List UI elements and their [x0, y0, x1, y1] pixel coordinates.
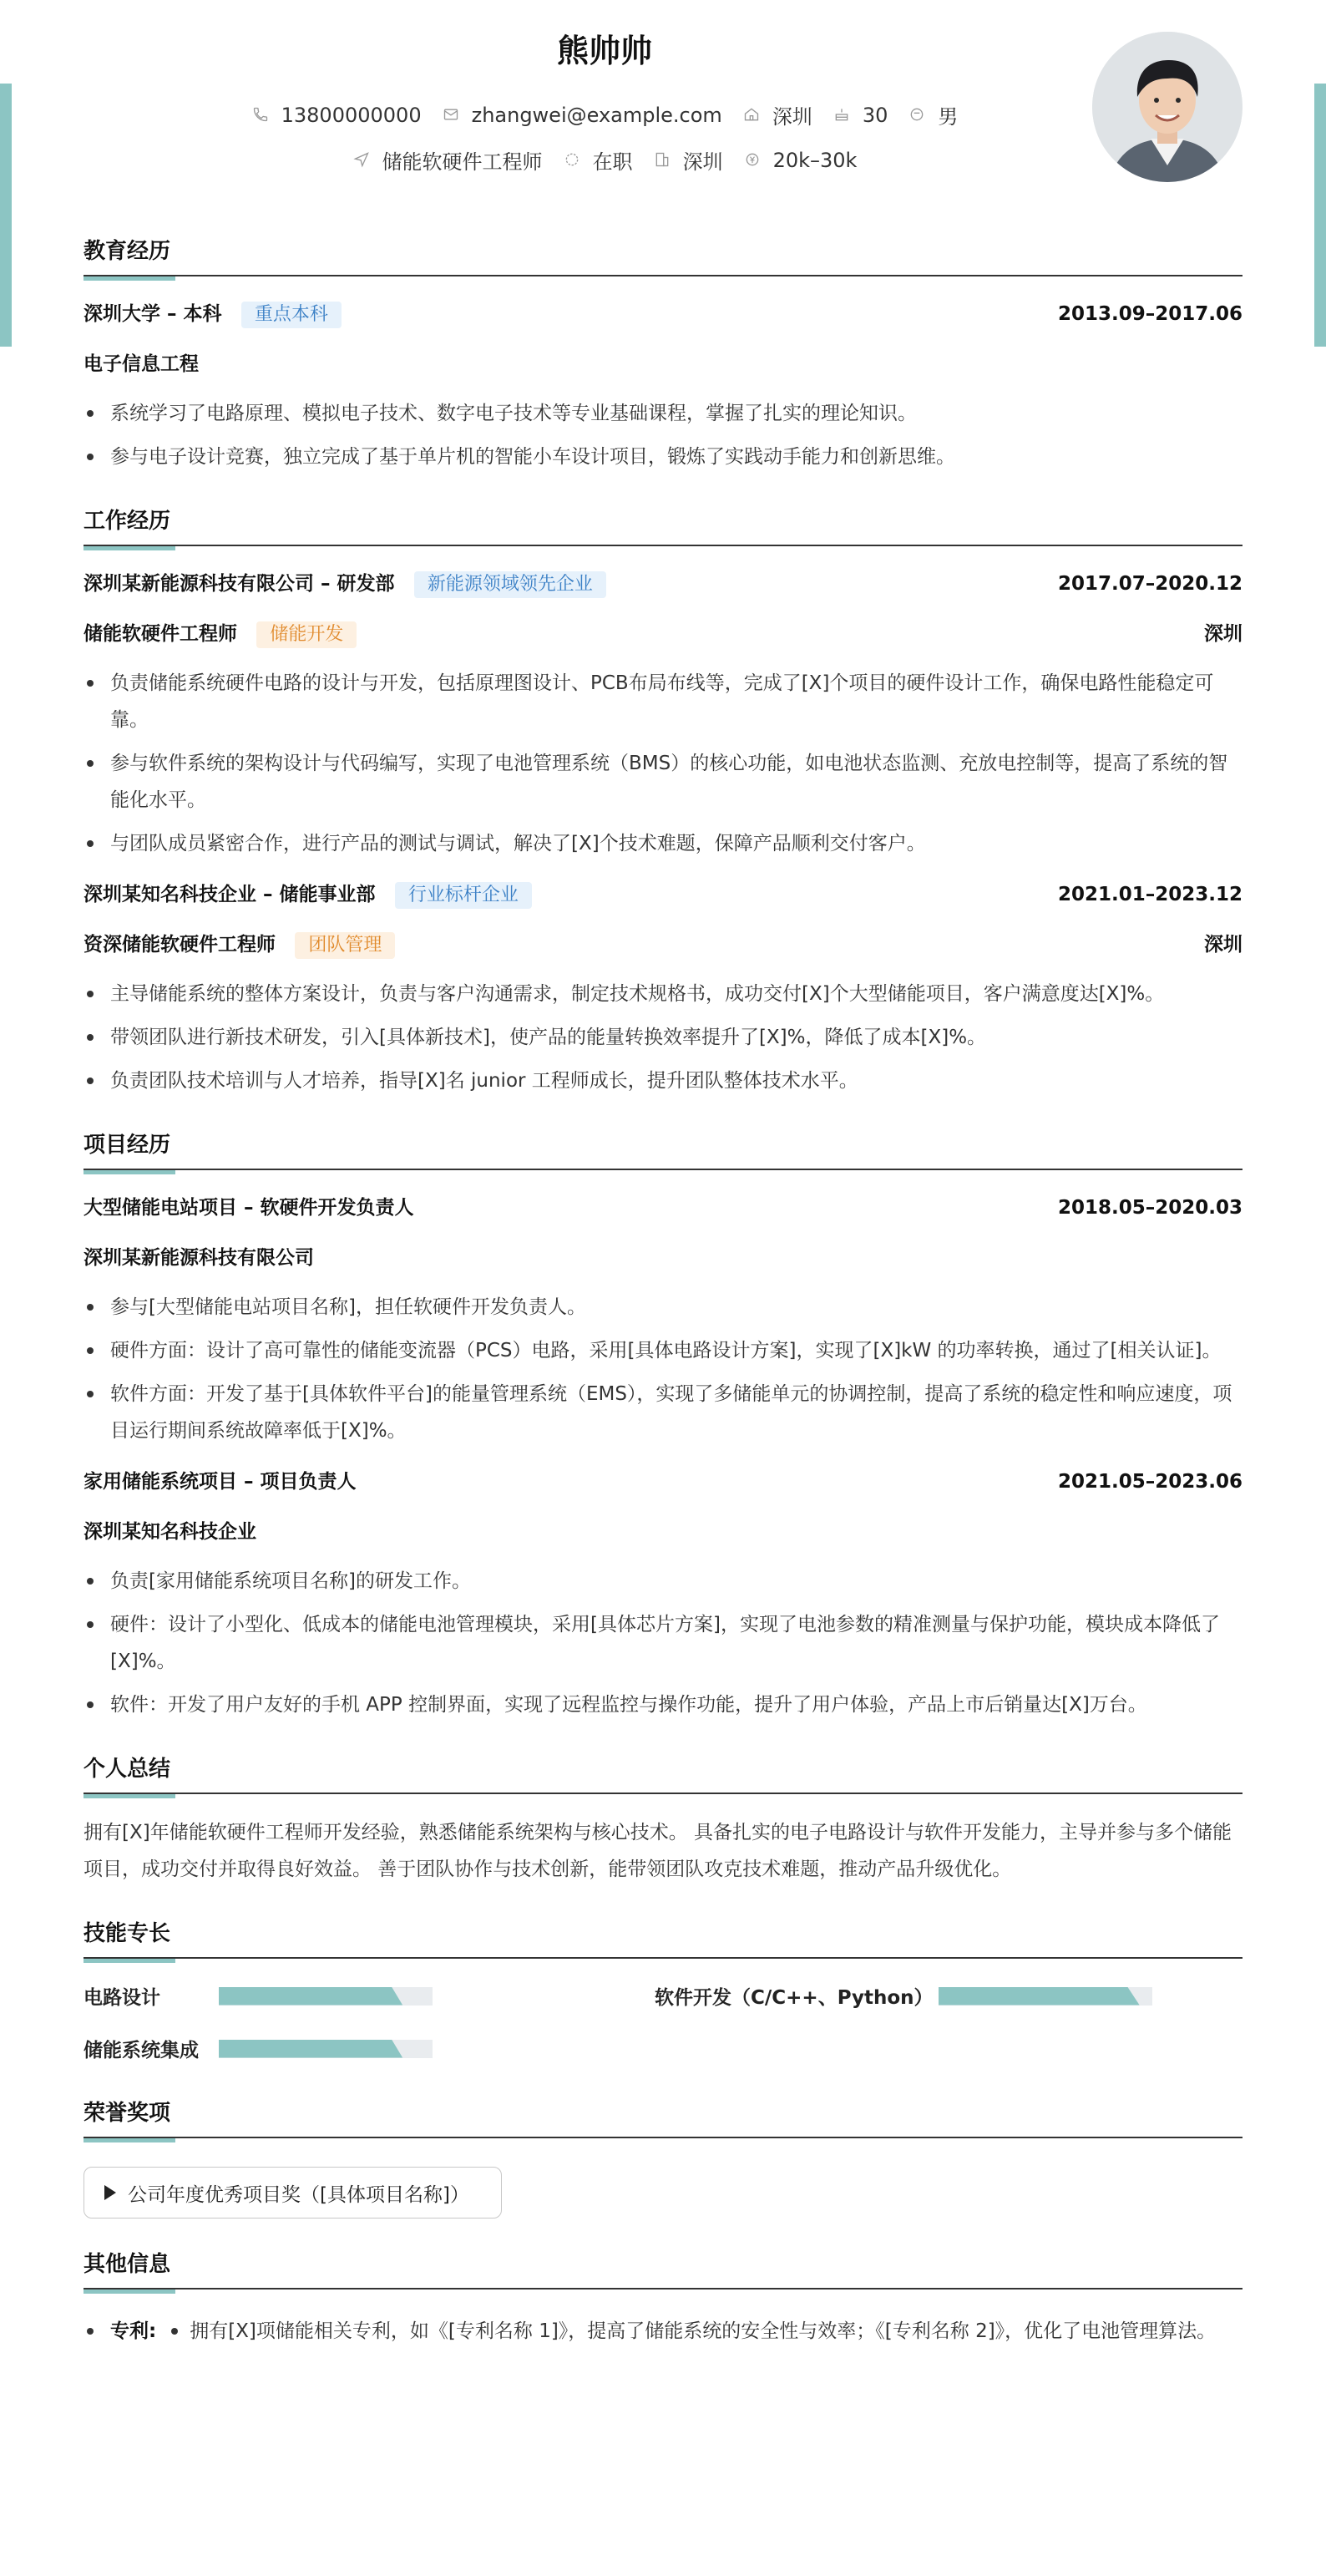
- skill-name: 软件开发（C/C++、Python）: [655, 1987, 934, 2009]
- salary-item: [743, 149, 858, 172]
- project-name: 大型储能电站项目 – 软硬件开发负责人: [84, 1197, 414, 1219]
- project-entry: [84, 1194, 1242, 1449]
- education-header-row: [84, 300, 1242, 328]
- status-text: 在职: [592, 150, 633, 174]
- status-item: [563, 145, 633, 175]
- skill-bar: [219, 1987, 433, 2006]
- role-tag: 团队管理: [295, 932, 395, 959]
- other-list: [84, 2313, 1242, 2350]
- skill-item: [84, 2035, 663, 2062]
- list-item: [84, 2313, 1242, 2350]
- list-item: 带领团队进行新技术研发，引入[具体新技术]，使产品的能量转换效率提升了[X]%，降低了成本[X]%。: [84, 1019, 1242, 1056]
- skill-bar-fill: [219, 2040, 402, 2058]
- education-entry: [84, 300, 1242, 475]
- role-name: 储能软硬件工程师: [84, 623, 237, 645]
- city-item: [742, 100, 812, 129]
- age-item: [833, 104, 888, 127]
- gender-icon: [908, 106, 926, 124]
- salary-icon: [743, 151, 762, 170]
- skill-item: [655, 1982, 1242, 2010]
- patent-label: 专利:: [110, 2320, 157, 2342]
- work-section: [84, 504, 1242, 1099]
- person-name: 熊帅帅: [556, 33, 652, 69]
- project-org: 深圳某新能源科技有限公司: [84, 1247, 314, 1269]
- list-item: 硬件：设计了小型化、低成本的储能电池管理模块，采用[具体芯片方案]，实现了电池参数的精准测量与保护功能，模块成本降低了[X]%。: [84, 1606, 1242, 1680]
- other-title: 其他信息: [84, 2247, 1242, 2289]
- phone-text: 13800000000: [281, 103, 422, 127]
- other-section: [84, 2247, 1242, 2350]
- patent-text: 拥有[X]项储能相关专利，如《[专利名称 1]》，提高了储能系统的安全性与效率；《[专利名称 2]》，优化了电池管理算法。: [171, 2313, 1216, 2350]
- projects-section: [84, 1128, 1242, 1723]
- list-item: 软件方面：开发了基于[具体软件平台]的能量管理系统（EMS），实现了多储能单元的协调控制，提高了系统的稳定性和响应速度，项目运行期间系统故障率低于[X]%。: [84, 1376, 1242, 1449]
- expand-triangle-icon: [104, 2185, 116, 2200]
- city-text: 深圳: [772, 105, 812, 129]
- age-text: 30: [862, 103, 888, 127]
- project-name: 家用储能系统项目 – 项目负责人: [84, 1471, 357, 1493]
- company-name: 深圳某新能源科技有限公司 – 研发部: [84, 573, 395, 595]
- role-row: [84, 931, 1242, 959]
- job-intent-row: [84, 145, 1242, 175]
- skill-bar: [219, 2040, 433, 2058]
- list-item: 参与[大型储能电站项目名称]，担任软硬件开发负责人。: [84, 1289, 1242, 1326]
- education-bullets: [84, 395, 1242, 475]
- project-bullets: [84, 1289, 1242, 1449]
- project-org-row: [84, 1244, 1242, 1272]
- skill-bar-fill: [939, 1987, 1140, 2006]
- list-item: 与团队成员紧密合作，进行产品的测试与调试，解决了[X]个技术难题，保障产品顺利交付客户。: [84, 825, 1242, 862]
- work-bullets: [84, 665, 1242, 862]
- resume-header: [84, 0, 1242, 209]
- list-item: 软件：开发了用户友好的手机 APP 控制界面，实现了远程监控与操作功能，提升了用户体验，产品上市后销量达[X]万台。: [84, 1686, 1242, 1723]
- work-date: 2017.07–2020.12: [1057, 573, 1242, 595]
- list-item: 主导储能系统的整体方案设计，负责与客户沟通需求，制定技术规格书，成功交付[X]个大型储能项目，客户满意度达[X]%。: [84, 976, 1242, 1012]
- mail-icon: [442, 106, 460, 124]
- education-title: 教育经历: [84, 234, 1242, 276]
- project-date: 2018.05–2020.03: [1057, 1197, 1242, 1219]
- list-item: 负责[家用储能系统项目名称]的研发工作。: [84, 1563, 1242, 1600]
- education-section: [84, 234, 1242, 475]
- project-org-row: [84, 1518, 1242, 1546]
- list-item: 系统学习了电路原理、模拟电子技术、数字电子技术等专业基础课程，掌握了扎实的理论知识。: [84, 395, 1242, 432]
- skills-section: [84, 1916, 1242, 2062]
- work-date: 2021.01–2023.12: [1057, 884, 1242, 905]
- skills-title: 技能专长: [84, 1916, 1242, 1959]
- skill-bar-fill: [219, 1987, 402, 2006]
- summary-title: 个人总结: [84, 1752, 1242, 1794]
- skill-bar: [939, 1987, 1152, 2006]
- gender-item: [908, 100, 958, 129]
- projects-title: 项目经历: [84, 1128, 1242, 1170]
- project-bullets: [84, 1563, 1242, 1723]
- building-icon: [653, 151, 671, 170]
- honors-section: [84, 2096, 1242, 2219]
- summary-section: [84, 1752, 1242, 1888]
- send-icon: [352, 151, 371, 170]
- major-row: [84, 350, 1242, 378]
- role-row: [84, 620, 1242, 648]
- avatar: [1092, 32, 1242, 182]
- position-item: [352, 145, 543, 175]
- home-icon: [742, 106, 761, 124]
- phone-item: [251, 104, 422, 127]
- work-city: 深圳: [1204, 623, 1242, 645]
- work-bullets: [84, 976, 1242, 1099]
- honors-title: 荣誉奖项: [84, 2096, 1242, 2138]
- award-text: 公司年度优秀项目奖（[具体项目名称]）: [128, 2183, 469, 2206]
- company-row: [84, 570, 1242, 598]
- list-item: 硬件方面：设计了高可靠性的储能变流器（PCS）电路，采用[具体电路设计方案]，实现了[X]kW 的功率转换，通过了[相关认证]。: [84, 1332, 1242, 1369]
- list-item: 参与软件系统的架构设计与代码编写，实现了电池管理系统（BMS）的核心功能，如电池状态监测、充放电控制等，提高了系统的智能化水平。: [84, 745, 1242, 819]
- project-header-row: [84, 1468, 1242, 1496]
- work-city: 深圳: [1204, 934, 1242, 956]
- position-text: 储能软硬件工程师: [382, 150, 543, 174]
- project-org: 深圳某知名科技企业: [84, 1521, 256, 1543]
- company-tag: 行业标杆企业: [395, 882, 532, 909]
- work-title: 工作经历: [84, 504, 1242, 546]
- work-city-item: [653, 145, 723, 175]
- work-city-text: 深圳: [682, 150, 723, 174]
- company-tag: 新能源领域领先企业: [414, 571, 606, 598]
- skill-name: 电路设计: [84, 1987, 160, 2009]
- skills-grid: [84, 1982, 1242, 2062]
- skill-name: 储能系统集成: [84, 2040, 199, 2061]
- work-entry: [84, 570, 1242, 862]
- phone-icon: [251, 106, 270, 124]
- project-date: 2021.05–2023.06: [1057, 1471, 1242, 1493]
- list-item: 负责储能系统硬件电路的设计与开发，包括原理图设计、PCB布局布线等，完成了[X]个项目的硬件设计工作，确保电路性能稳定可靠。: [84, 665, 1242, 738]
- work-entry: [84, 880, 1242, 1099]
- school-name: 深圳大学 – 本科: [84, 303, 222, 325]
- education-date: 2013.09–2017.06: [1057, 303, 1242, 325]
- company-name: 深圳某知名科技企业 – 储能事业部: [84, 884, 376, 905]
- role-name: 资深储能软硬件工程师: [84, 934, 276, 956]
- age-icon: [833, 106, 851, 124]
- status-icon: [563, 151, 581, 170]
- email-text: zhangwei@example.com: [471, 103, 722, 127]
- award-item[interactable]: [84, 2167, 502, 2219]
- skill-item: [84, 1982, 663, 2010]
- salary-text: 20k–30k: [772, 148, 858, 172]
- list-item: 参与电子设计竞赛，独立完成了基于单片机的智能小车设计项目，锻炼了实践动手能力和创新思维。: [84, 439, 1242, 475]
- company-row: [84, 880, 1242, 909]
- gender-text: 男: [938, 105, 959, 129]
- summary-text: 拥有[X]年储能软硬件工程师开发经验，熟悉储能系统架构与核心技术。 具备扎实的电子电路设计与软件开发能力，主导并参与多个储能项目，成功交付并取得良好效益。 善于团队协作与技术创新，能带领团队攻克技术难题，推动产品升级优化。: [84, 1822, 1232, 1880]
- list-item: 负责团队技术培训与人才培养，指导[X]名 junior 工程师成长，提升团队整体技术水平。: [84, 1062, 1242, 1099]
- role-tag: 储能开发: [256, 621, 357, 648]
- major-name: 电子信息工程: [84, 353, 199, 375]
- school-tag: 重点本科: [241, 302, 342, 328]
- contact-row: [84, 100, 1242, 129]
- project-entry: [84, 1468, 1242, 1723]
- project-header-row: [84, 1194, 1242, 1222]
- email-item: [442, 104, 722, 127]
